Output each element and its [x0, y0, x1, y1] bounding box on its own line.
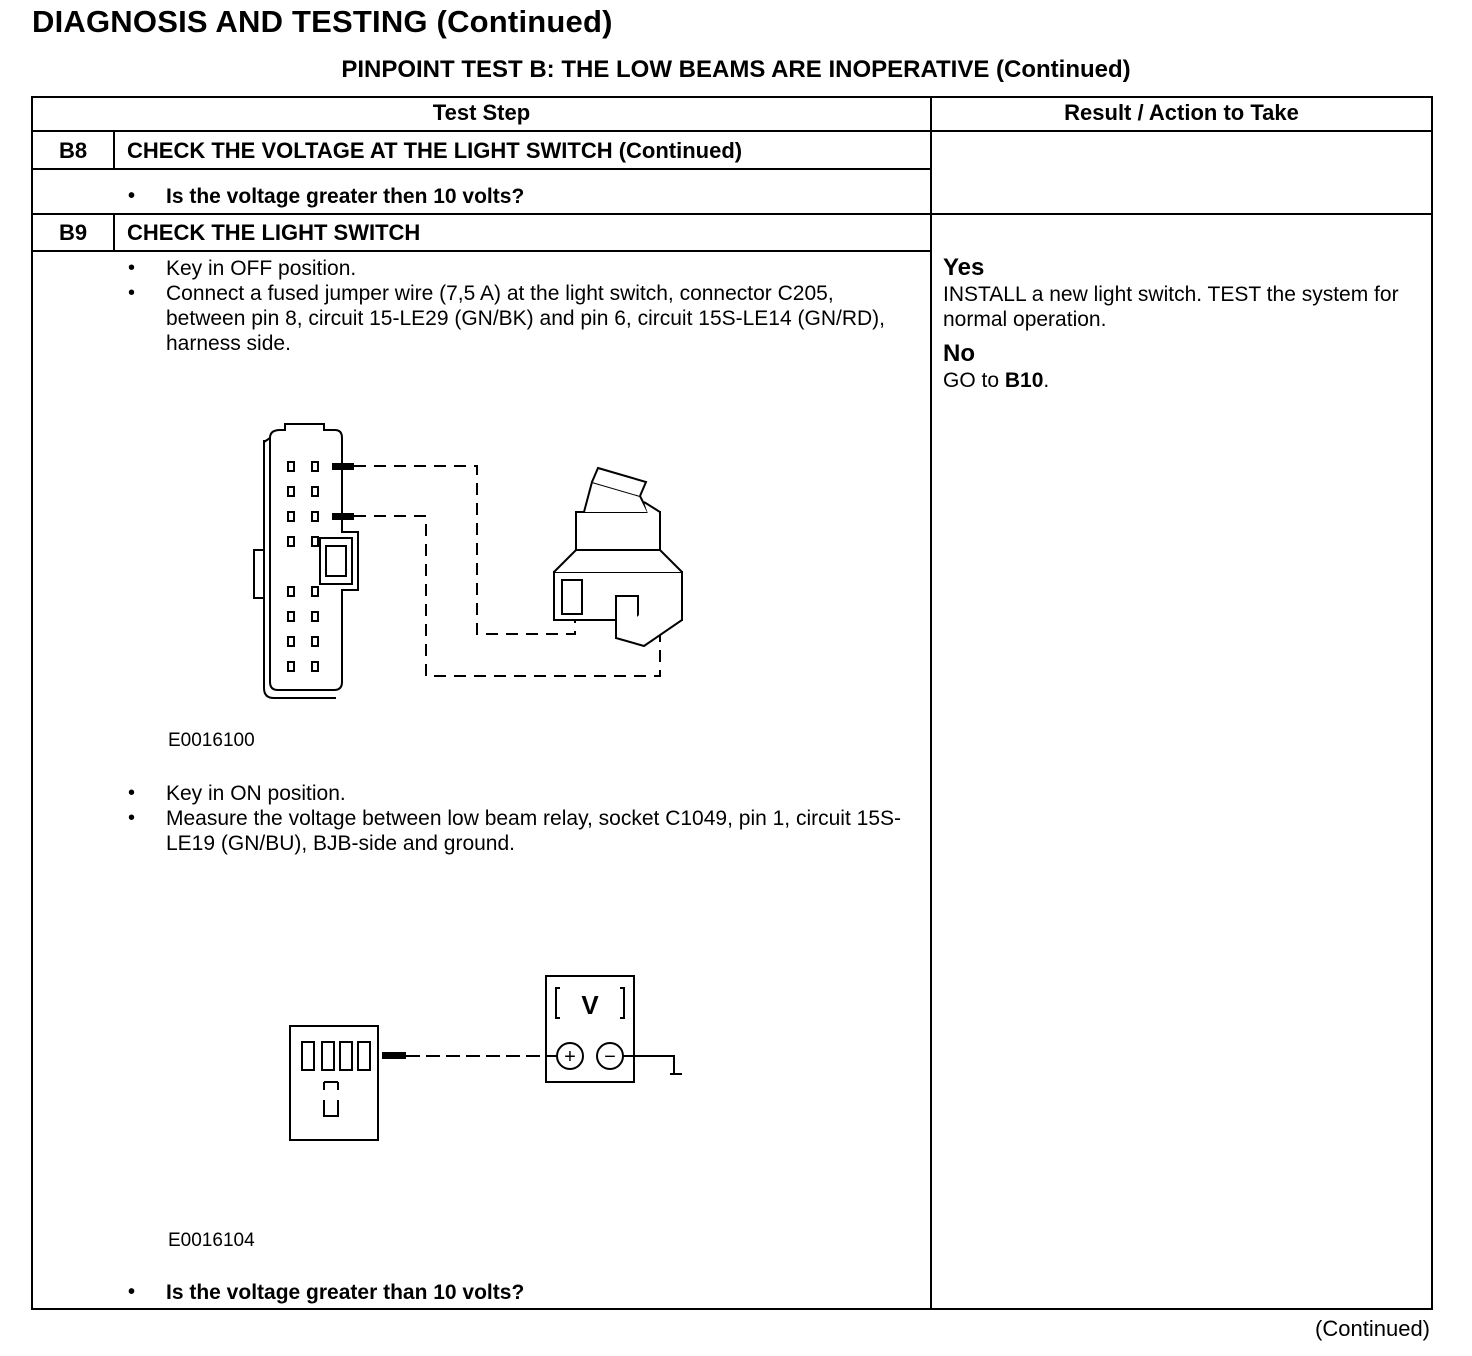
b9-instructions-1	[126, 256, 916, 356]
b8-question: • Is the voltage greater then 10 volts?	[126, 184, 916, 209]
b9-instructions-2	[126, 781, 916, 856]
instruction-measure-voltage: • Measure the voltage between low beam relay, socket C1049, pin 1, circuit 15S-LE19 (GN/BU), BJB-side and ground.	[126, 806, 916, 856]
b8-question-list	[126, 184, 916, 209]
page-title: DIAGNOSIS AND TESTING (Continued)	[32, 4, 613, 39]
step-title-b9: CHECK THE LIGHT SWITCH	[127, 220, 421, 245]
b9-results	[943, 254, 1421, 393]
goto-step-link[interactable]: B10	[1004, 369, 1044, 392]
voltmeter-label: V	[581, 990, 599, 1020]
continued-footer: (Continued)	[1315, 1316, 1430, 1341]
header-test-step: Test Step	[432, 100, 531, 125]
header-result-action: Result / Action to Take	[1064, 100, 1299, 125]
step-id-b8: B8	[58, 138, 88, 163]
plus-terminal-symbol: +	[564, 1046, 576, 1068]
step-id-b9: B9	[58, 220, 88, 245]
minus-terminal-symbol: −	[604, 1046, 616, 1068]
result-yes-text: INSTALL a new light switch. TEST the system for normal operation.	[943, 283, 1399, 331]
instruction-key-on: • Key in ON position.	[126, 781, 916, 806]
pinpoint-test-title: PINPOINT TEST B: THE LOW BEAMS ARE INOPERATIVE (Continued)	[341, 56, 1131, 83]
step-title-b8: CHECK THE VOLTAGE AT THE LIGHT SWITCH (Continued)	[127, 138, 743, 163]
result-no-label: No	[943, 340, 975, 367]
instruction-key-off: • Key in OFF position.	[126, 256, 916, 281]
figure-1-code: E0016100	[168, 730, 255, 751]
connector-jumper-figure	[240, 420, 700, 720]
result-yes-label: Yes	[943, 254, 985, 281]
result-no-prefix: GO to	[943, 369, 1005, 392]
voltmeter-figure	[280, 970, 710, 1150]
figure-2-code: E0016104	[168, 1230, 255, 1251]
result-no-suffix: .	[1043, 369, 1050, 392]
result-no-text	[943, 368, 1421, 393]
b9-question: • Is the voltage greater than 10 volts?	[126, 1280, 916, 1305]
b9-question-list	[126, 1280, 916, 1305]
instruction-jumper-wire: • Connect a fused jumper wire (7,5 A) at the light switch, connector C205, between pin 8, circuit 15-LE29 (GN/BK) and pin 6, circuit 15S-LE14 (GN/RD), harness side.	[126, 281, 916, 356]
